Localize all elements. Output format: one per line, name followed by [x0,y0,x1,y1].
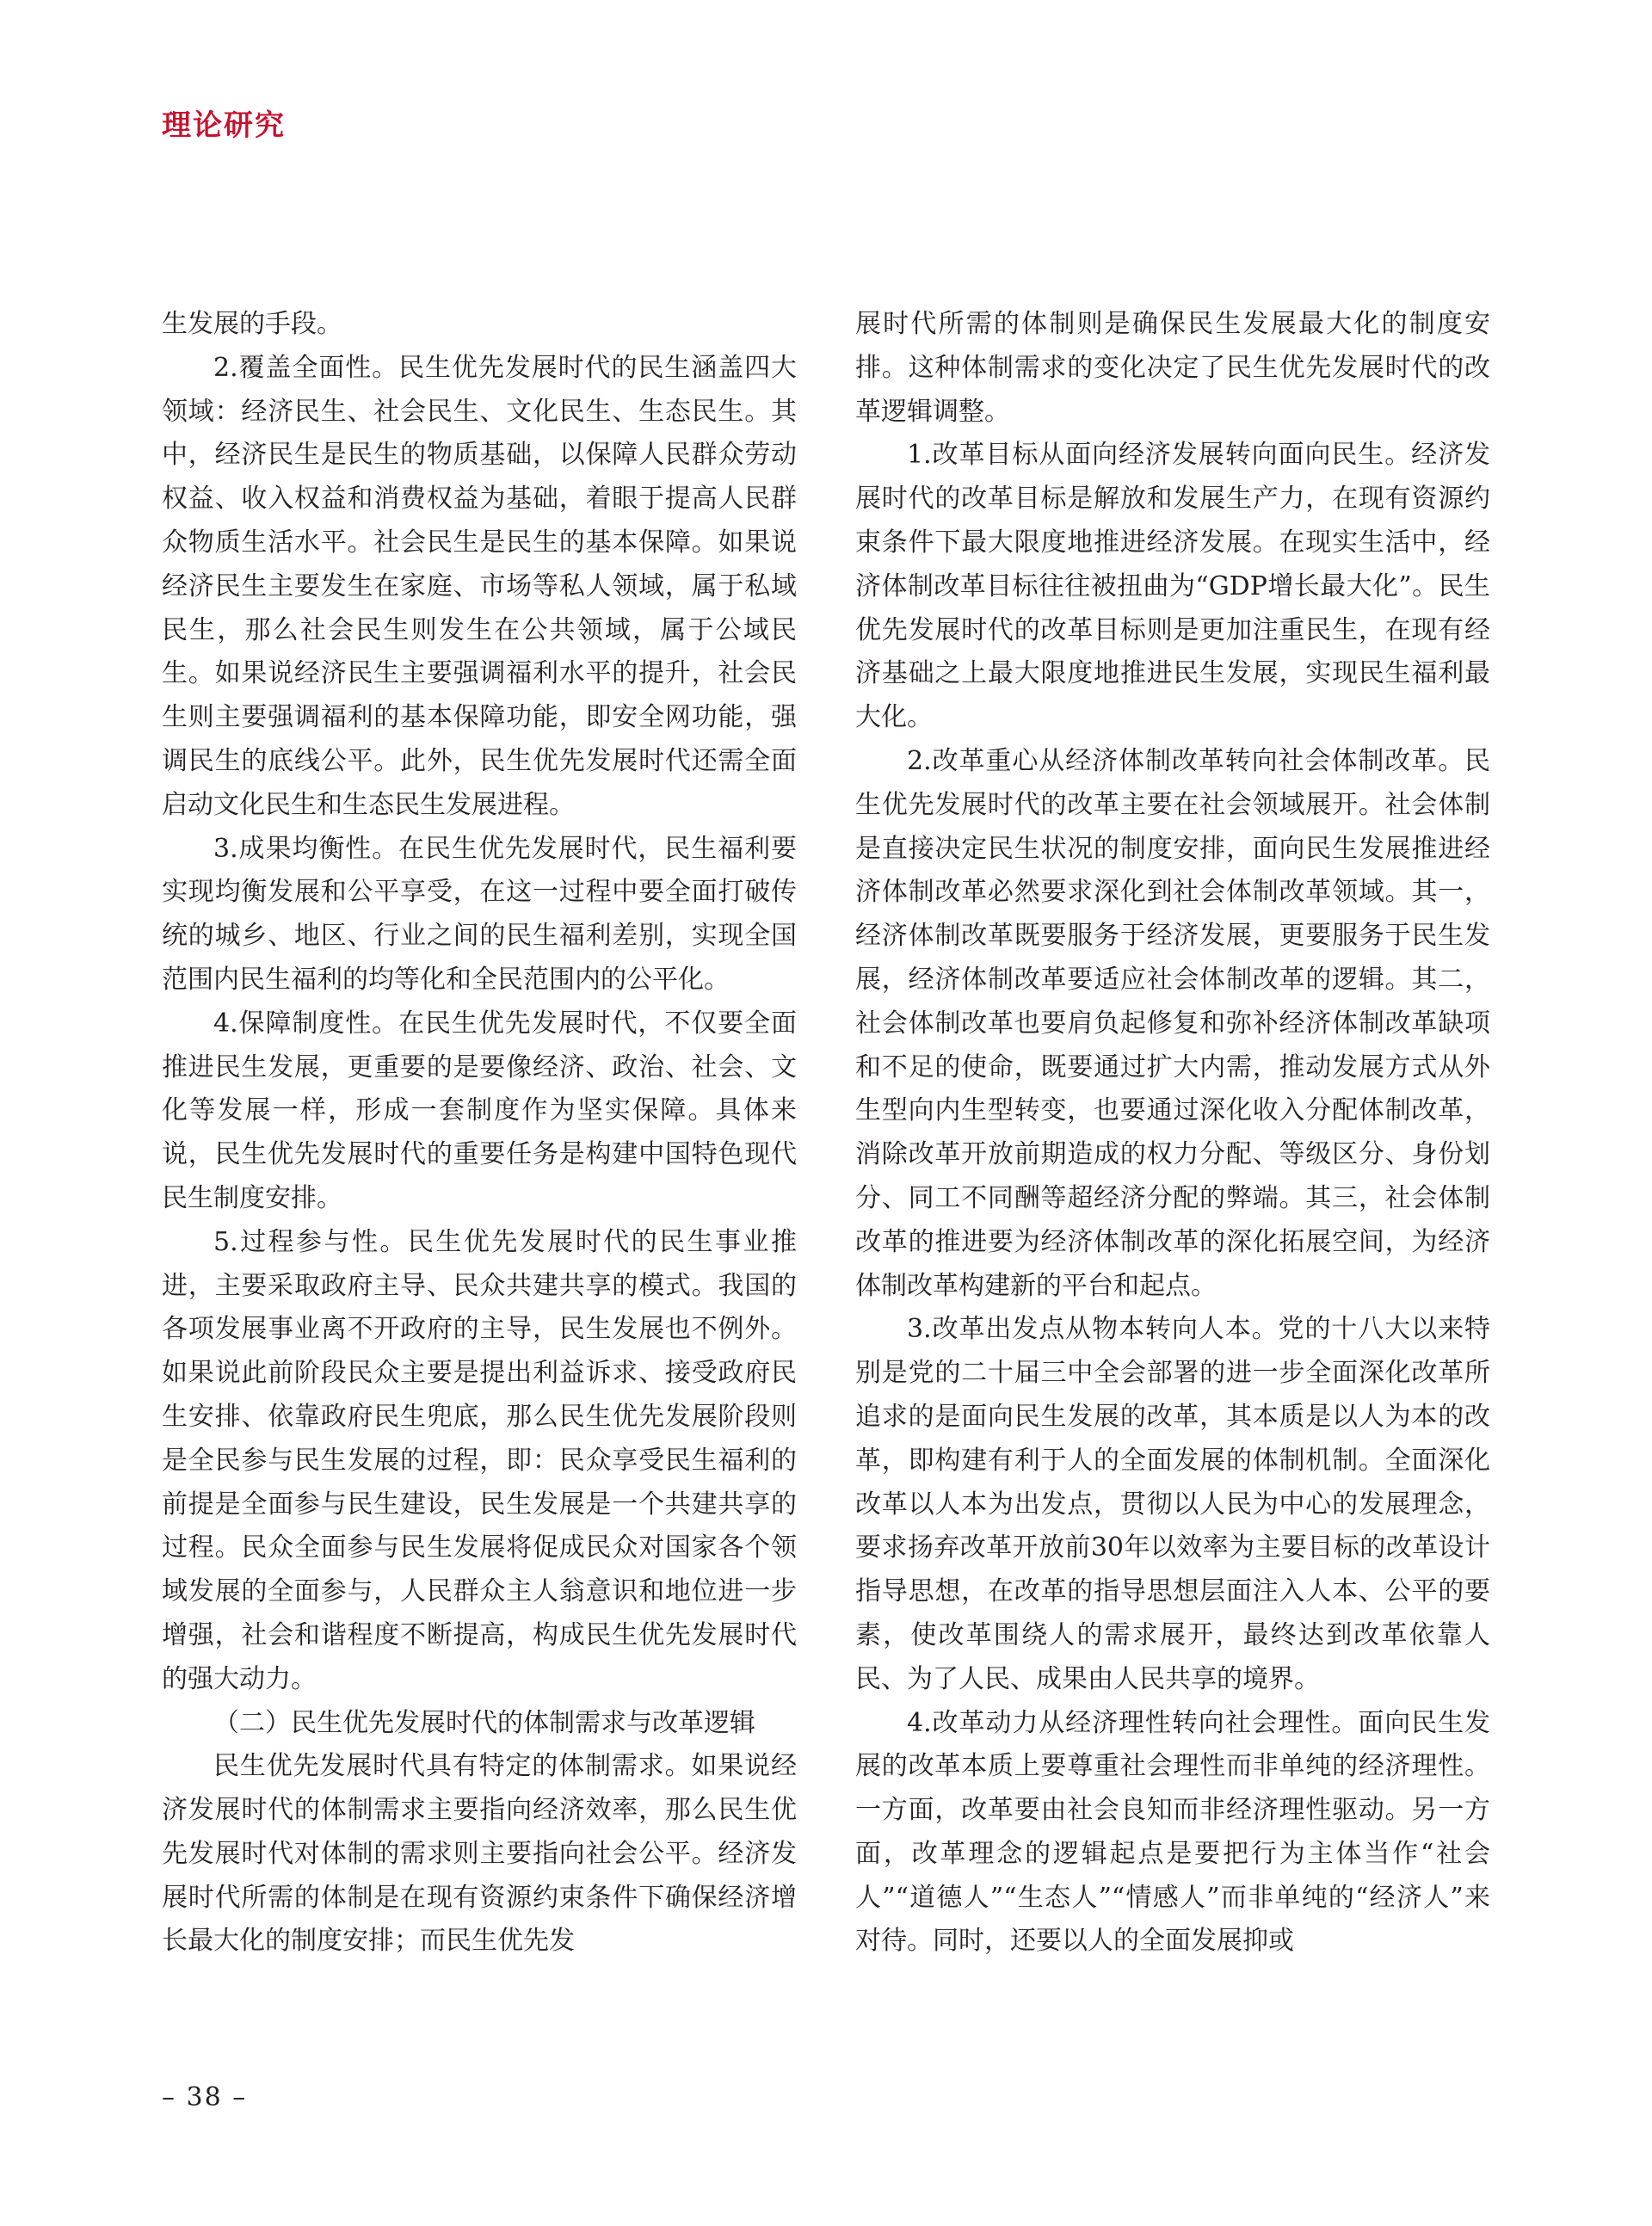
paragraph: 3.改革出发点从物本转向人本。党的十八大以来特别是党的二十届三中全会部署的进一步全面深化改革所追求的是面向民生发展的改革，其本质是以人为本的改革，即构建有利于人的全面发展的体制机制。全面深化改革以人本为出发点，贯彻以人民为中心的发展理念，要求扬弃改革开放前30年以效率为主要目标的改革设计指导思想，在改革的指导思想层面注入人本、公平的要素，使改革围绕人的需求展开，最终达到改革依靠人民、为了人民、成果由人民共享的境界。 [855,1314,1490,1694]
paragraph: 4.改革动力从经济理性转向社会理性。面向民生发展的改革本质上要尊重社会理性而非单纯的经济理性。一方面，改革要由社会良知而非经济理性驱动。另一方面，改革理念的逻辑起点是要把行为主体当作“社会人”“道德人”“生态人”“情感人”而非单纯的“经济人”来对待。同时，还要以人的全面发展抑或 [855,1707,1490,1957]
paragraph: 2.覆盖全面性。民生优先发展时代的民生涵盖四大领域：经济民生、社会民生、文化民生、生态民生。其中，经济民生是民生的物质基础，以保障人民群众劳动权益、收入权益和消费权益为基础，着眼于提高人民群众物质生活水平。社会民生是民生的基本保障。如果说经济民生主要发生在家庭、市场等私人领域，属于私域民生，那么社会民生则发生在公共领域，属于公域民生。如果说经济民生主要强调福利水平的提升，社会民生则主要强调福利的基本保障功能，即安全网功能，强调民生的底线公平。此外，民生优先发展时代还需全面启动文化民生和生态民生发展进程。 [162,352,797,820]
left-column [162,303,797,1964]
subsection-heading: （二）民生优先发展时代的体制需求与改革逻辑 [213,1707,755,1738]
paragraph: 民生优先发展时代具有特定的体制需求。如果说经济发展时代的体制需求主要指向经济效率，那么民生优先发展时代对体制的需求则主要指向社会公平。经济发展时代所需的体制是在现有资源约束条件下确保经济增长最大化的制度安排；而民生优先发 [162,1751,797,1957]
paragraph: 3.成果均衡性。在民生优先发展时代，民生福利要实现均衡发展和公平享受，在这一过程中要全面打破传统的城乡、地区、行业之间的民生福利差别，实现全国范围内民生福利的均等化和全民范围内的公平化。 [162,833,797,995]
paragraph: 4.保障制度性。在民生优先发展时代，不仅要全面推进民生发展，更重要的是要像经济、政治、社会、文化等发展一样，形成一套制度作为坚实保障。具体来说，民生优先发展时代的重要任务是构建中国特色现代民生制度安排。 [162,1008,797,1213]
page-number: – 38 – [162,2082,248,2112]
section-header: 理论研究 [162,108,286,143]
paragraph: 1.改革目标从面向经济发展转向面向民生。经济发展时代的改革目标是解放和发展生产力，在现有资源约束条件下最大限度地推进经济发展。在现实生活中，经济体制改革目标往往被扭曲为“GDP增长最大化”。民生优先发展时代的改革目标则是更加注重民生，在现有经济基础之上最大限度地推进民生发展，实现民生福利最大化。 [855,440,1490,733]
paragraph: 5.过程参与性。民生优先发展时代的民生事业推进，主要采取政府主导、民众共建共享的模式。我国的各项发展事业离不开政府的主导，民生发展也不例外。如果说此前阶段民众主要是提出利益诉求、接受政府民生安排、依靠政府民生兜底，那么民生优先发展阶段则是全民参与民生发展的过程，即：民众享受民生福利的前提是全面参与民生建设，民生发展是一个共建共享的过程。民众全面参与民生发展将促成民众对国家各个领域发展的全面参与，人民群众主人翁意识和地位进一步增强，社会和谐程度不断提高，构成民生优先发展时代的强大动力。 [162,1226,797,1694]
paragraph: 展时代所需的体制则是确保民生发展最大化的制度安排。这种体制需求的变化决定了民生优先发展时代的改革逻辑调整。 [855,309,1490,427]
paragraph: 生发展的手段。 [162,309,342,339]
paragraph: 2.改革重心从经济体制改革转向社会体制改革。民生优先发展时代的改革主要在社会领域展开。社会体制是直接决定民生状况的制度安排，面向民生发展推进经济体制改革必然要求深化到社会体制改革领域。其一，经济体制改革既要服务于经济发展，更要服务于民生发展，经济体制改革要适应社会体制改革的逻辑。其二，社会体制改革也要肩负起修复和弥补经济体制改革缺项和不足的使命，既要通过扩大内需，推动发展方式从外生型向内生型转变，也要通过深化收入分配体制改革，消除改革开放前期造成的权力分配、等级区分、身份划分、同工不同酬等超经济分配的弊端。其三，社会体制改革的推进要为经济体制改革的深化拓展空间，为经济体制改革构建新的平台和起点。 [855,745,1490,1301]
right-column [855,303,1490,1964]
